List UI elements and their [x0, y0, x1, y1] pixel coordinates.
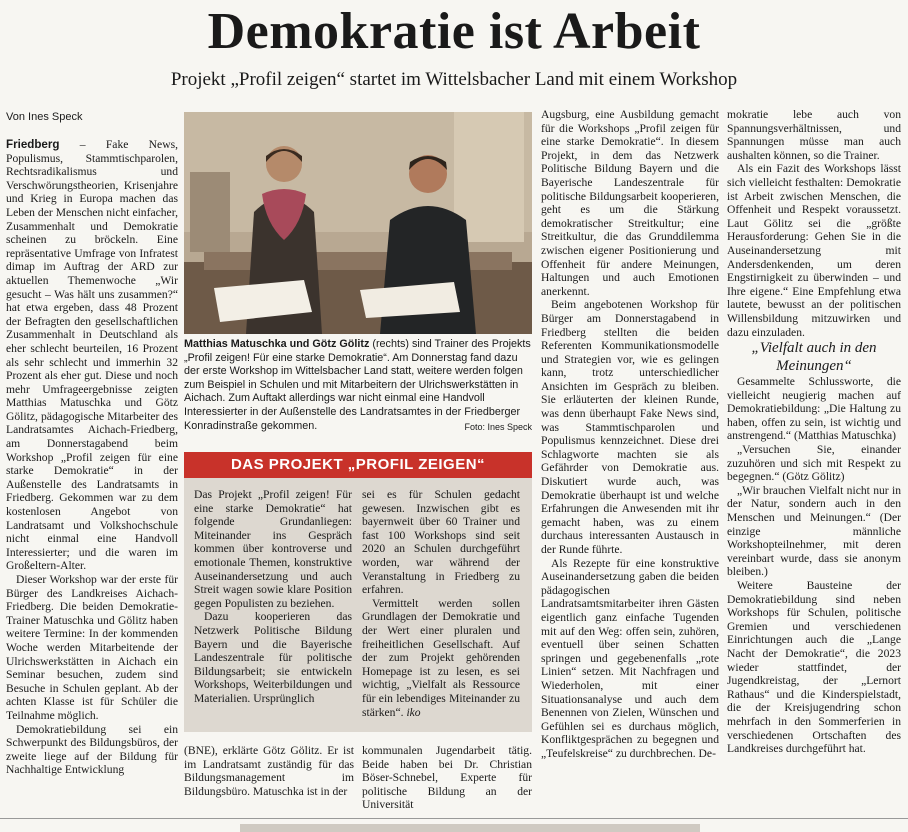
paragraph: Dieser Workshop war der erste für Bürger des Landkreises Aichach-Friedberg. Die beiden Demokratie-Trainer Matuschka und Gölitz haben weitere Termine: In der kommenden Woche werden Mitarbeitende der Ulrichswerkstätten in Aichach ein Seminar besuchen, zudem sind Besuche in Schulen geplant. Ab der achten Klasse ist für Schüler die Teilnahme möglich. — [6, 573, 178, 722]
paragraph: sei es für Schulen gedacht gewesen. Inzwischen gibt es bayernweit über 60 Trainer und fast 100 Workshops sind seit 2020 an Schulen durchgeführt worden, war während der Veranstaltung in Friedberg zu erfahren. — [362, 488, 520, 597]
bottom-rule — [0, 818, 908, 819]
article-column-1 — [6, 138, 178, 777]
photo-credit: Foto: Ines Speck — [464, 421, 532, 432]
infobox-title: DAS PROJEKT „PROFIL ZEIGEN“ — [184, 452, 532, 478]
article-column-3 — [541, 108, 719, 761]
paragraph: Demokratiebildung sei ein Schwerpunkt des Bildungsbüros, der zweite liege auf der Bildung für Nachhaltige Entwicklung — [6, 722, 178, 777]
infobox-column-1 — [194, 488, 352, 706]
paragraph: Dazu kooperieren das Netzwerk Politische Bildung Bayern und die Bayerische Landeszentrale für politische Bildungsarbeit; sie entwickeln Workshops, Weiterbildungen und Materialien. Ursprünglich — [194, 610, 352, 705]
infobox — [184, 478, 532, 732]
author-signature: iko — [406, 705, 421, 719]
paragraph: kommunalen Jugendarbeit tätig. Beide haben bei Dr. Christian Böser-Schnebel, Experte für politische Bildung an der Universität — [362, 744, 532, 812]
paragraph: Gesammelte Schlussworte, die vielleicht neugierig machen auf Demokratiebildung: „Die Haltung zu haben, offen zu sein, ist wichtig und anstrengend.“ (Matthias Matuschka) — [727, 375, 901, 443]
caption-names: Matthias Matuschka und Götz Gölitz — [184, 338, 370, 350]
paragraph: mokratie lebe auch von Spannungsverhältnissen, und Spannungen müsse man auch aushalten können, so die Trainer. — [727, 108, 901, 162]
article-photo — [184, 112, 532, 334]
photo-caption — [184, 338, 532, 434]
paragraph: „Versuchen Sie, einander zuzuhören und sich mit Respekt zu begegnen.“ (Götz Gölitz) — [727, 443, 901, 484]
byline: Von Ines Speck — [6, 111, 83, 123]
paragraph: Als ein Fazit des Workshops lässt sich vielleicht festhalten: Demokratie ist Arbeit zwischen Menschen, die Offenheit und Respekt voraussetzt. Laut Gölitz sei die „größte Herausforderung: Gehen Sie in die Auseinandersetzung mit Andersdenkenden, um deren Engstirnigkeit zu überwinden – und Ihre eigene.“ Eine Empfehlung etwa lautete, bewusst an der politischen Willensbildung mitzuwirken und dazu einzuladen. — [727, 162, 901, 339]
infobox-column-2 — [362, 488, 520, 719]
paragraph: „Wir brauchen Vielfalt nicht nur in der Natur, sondern auch in den Menschen und Meinungen.“ (Der einzige männliche Workshopteilnehmer, mit deren vereinbart wurde, dass sie anonym bleiben.) — [727, 483, 901, 579]
paragraph: Als Rezepte für eine konstruktive Auseinandersetzung gaben die beiden pädagogischen Landratsamtsmitarbeiter ihren Gästen eigentlich ganz einfache Tugenden mit auf den Weg: offen sein, zuhören, eventuell über seinen Schatten springen und gegebenenfalls „rote Linien“ setzen. Mit Nachfragen und Wiederholen, mit einer Situationsanalyse und auch dem Benennen von Zielen, Wünschen und Gefühlen sei es durchaus möglich, Konfliktgesprächen zu begegnen und „Teufelskreise“ zu durchbrechen. De- — [541, 556, 719, 760]
paragraph: Das Projekt „Profil zeigen! Für eine starke Demokratie“ hat folgende Grundanliegen: Miteinander ins Gespräch kommen über kontroverse und emotionale Themen, konstruktive Auseinandersetzung und auch Streit wagen sowie klare Position gegen Populisten zu beziehen. — [194, 488, 352, 610]
paragraph: Weitere Bausteine der Demokratiebildung sind neben Workshops für Schulen, politische Gremien und verschiedenen Einrichtungen auch die „Lange Nacht der Demokratie“, die 2023 wieder stattfindet, der Jugendkreistag, der „Lernort Rathaus“ und die Kinderspielstadt, die der Kreisjugendring schon mehrfach in den Sommerferien in verschiedenen Ortschaften des Landkreises durchgeführt hat. — [727, 579, 901, 756]
paragraph: (BNE), erklärte Götz Gölitz. Er ist im Landratsamt zuständig für das Bildungsmanagement im Bildungsbüro. Matuschka ist in der — [184, 744, 354, 798]
paragraph: Augsburg, eine Ausbildung gemacht für die Workshops „Profil zeigen für eine starke Demokratie“. In diesem Projekt, in dem das Netzwerk Politische Bildung Bayern und die Bayerische Landeszentrale für politische Bildungsarbeit kooperieren, geht es um die Stärkung demokratischer Streitkultur; eine Streitkultur, die das Grunddilemma zwischen eigener Positionierung und Offenheit für andere Meinungen, Haltungen und auch Emotionen anerkennt. — [541, 108, 719, 298]
paragraph: Beim angebotenen Workshop für Bürger am Donnerstagabend in Friedberg stellten die beiden Referenten Kommunikationsmodelle und Strategien vor, wie es gelingen kann, trotz unterschiedlicher Ansichten im Gespräch zu bleiben. Sie erläuterten der kleinen Runde, was denn überhaupt Fake News sind, was Stammtischparolen und Populismus kennzeichnet. Diese drei Schlagworte machten sie als Gefährder von Demokratie aus. Diskutiert wurde auch, was Demokratie überhaupt ist und welche Erfahrungen die Anwesenden mit ihr gemacht haben, was zu einem durchaus interessanten Austausch in der Runde führte. — [541, 298, 719, 556]
dateline: Friedberg — [6, 138, 60, 151]
subheadline: Projekt „Profil zeigen“ startet im Wittelsbacher Land mit einem Workshop — [170, 69, 738, 90]
photo-trainers — [184, 112, 532, 334]
paragraph: Vermittelt werden sollen Grundlagen der Demokratie und der Wert einer pluralen und freiheitlichen Gesellschaft. Auf der zum Projekt gehörenden Homepage ist zu lesen, es sei wichtig, „Vielfalt als Ressource für ein lebendiges Miteinander zu stärken“. — [362, 596, 520, 719]
next-article-cutoff — [240, 824, 700, 832]
paragraph: – Fake News, Populismus, Stammtischparolen, Rechtsradikalismus und Verschwörungstheorien, Krisenjahre und Krieg in Europa machen das Leben der Menschen nicht einfacher, Zusammenhalt und Demokratie scheinen zu bröckeln. Eine repräsentative Umfrage von Infratest dimap im Auftrag der ARD zur aktuellen Themenwoche „Wir gesucht – Was hält uns zusammen?“ hat etwa ergeben, dass 48 Prozent der Befragten den gesellschaftlichen Zusammenhalt in Deutschland als eher schlecht beurteilen, 16 Prozent als sehr schlecht und immerhin 32 Prozent als eher gut. Diese und noch mehr Umfrageergebnisse zeigten Matthias Matuschka und Götz Gölitz, pädagogische Mitarbeiter des Landratsamtes Aichach-Friedberg, am Donnerstagabend beim Workshop „Profil zeigen für eine starke Demokratie“ in der Außenstelle des Landratsamts in Friedberg. Gekommen war zu dem kostenlosen Angebot von Landratsamt und Volkshochschule nicht einmal eine Handvoll Interessierter; und die waren im Großeltern-Alter. — [6, 138, 178, 573]
article-column-4 — [727, 108, 901, 756]
headline: Demokratie ist Arbeit — [207, 3, 701, 60]
caption-text: (rechts) sind Trainer des Projekts „Profil zeigen! Für eine starke Demokratie“. Am Donnerstag fand dazu der erste Workshop im Wittelsbacher Land statt, weitere werden folgen zum Beispiel in Schulen und mit Mitarbeitern der Ulrichswerkstätten in Aichach. Zum Auftakt allerdings war nicht einmal eine Handvoll Interessierter in der Außenstelle des Landratsamtes in der Friedberger Konradinstraße gekommen. — [184, 338, 531, 432]
intertitle: „Vielfalt auch in den Meinungen“ — [751, 340, 877, 375]
